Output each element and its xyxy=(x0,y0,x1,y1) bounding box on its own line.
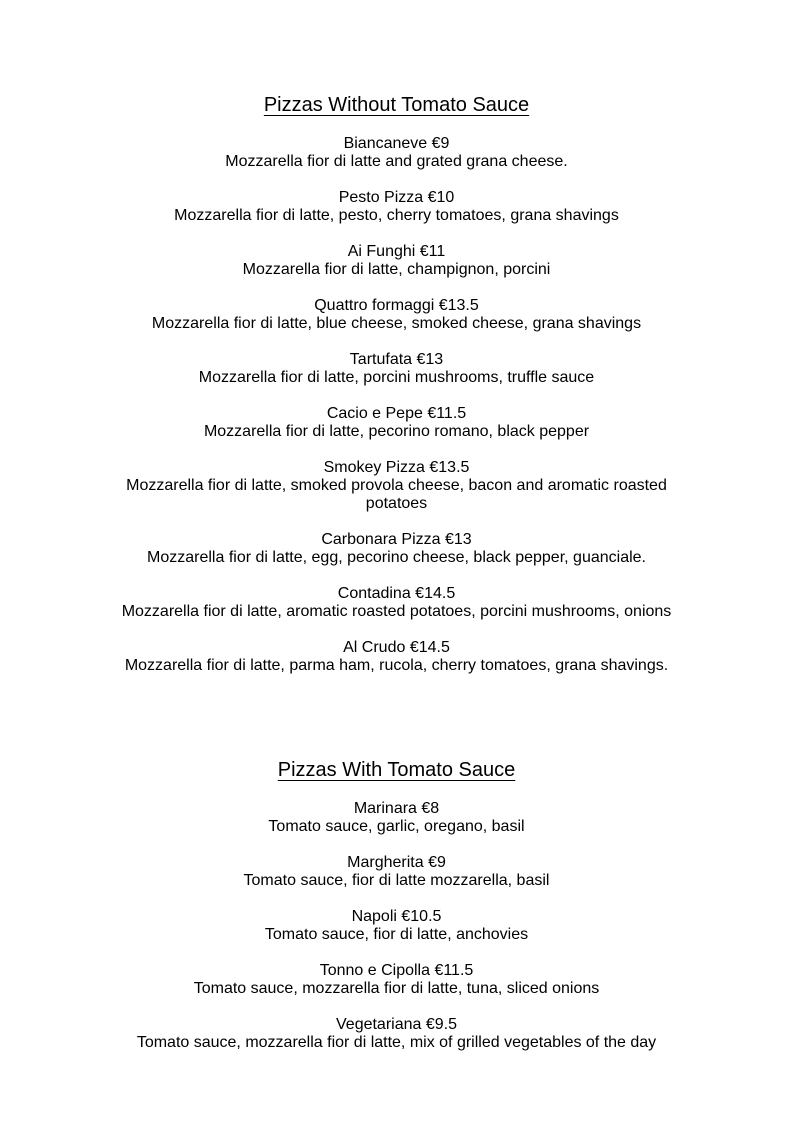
menu-item-name: Smokey Pizza €13.5 xyxy=(323,459,470,476)
menu-item-name: Tartufata €13 xyxy=(349,351,444,368)
menu-item-name: Biancaneve €9 xyxy=(343,135,450,152)
menu-item xyxy=(0,243,793,279)
menu-item xyxy=(0,135,793,171)
menu-item xyxy=(0,297,793,333)
menu-item-name: Carbonara Pizza €13 xyxy=(321,531,472,548)
section-heading-without-tomato xyxy=(0,93,793,117)
menu-item-description: Mozzarella fior di latte, porcini mushrooms, truffle sauce xyxy=(198,369,595,386)
menu-item-name: Contadina €14.5 xyxy=(337,585,456,602)
menu-item xyxy=(0,854,793,890)
menu-item-name: Margherita €9 xyxy=(347,854,446,871)
menu-item-name: Quattro formaggi €13.5 xyxy=(314,297,479,314)
menu-item xyxy=(0,908,793,944)
menu-item-description: Mozzarella fior di latte, smoked provola cheese, bacon and aromatic roasted potatoes xyxy=(126,477,667,512)
menu-item-description: Mozzarella fior di latte, pecorino romano, black pepper xyxy=(203,423,590,440)
menu-item xyxy=(0,351,793,387)
menu-item-description: Tomato sauce, garlic, oregano, basil xyxy=(268,818,525,835)
menu-item-list-without-tomato xyxy=(0,135,793,675)
section-heading-text: Pizzas Without Tomato Sauce xyxy=(263,94,530,116)
menu-item-name: Ai Funghi €11 xyxy=(347,243,446,260)
section-heading-with-tomato xyxy=(0,758,793,782)
menu-item xyxy=(0,585,793,621)
menu-item-description: Mozzarella fior di latte and grated grana cheese. xyxy=(225,153,568,170)
menu-item-description: Mozzarella fior di latte, parma ham, rucola, cherry tomatoes, grana shavings. xyxy=(124,657,669,674)
menu-item xyxy=(0,962,793,998)
menu-item-description: Tomato sauce, fior di latte mozzarella, basil xyxy=(243,872,550,889)
menu-item xyxy=(0,459,793,513)
menu-section-pizzas-with-tomato-sauce xyxy=(0,675,793,1052)
menu-item xyxy=(0,531,793,567)
menu-item-name: Napoli €10.5 xyxy=(351,908,442,925)
menu-item-description: Mozzarella fior di latte, blue cheese, smoked cheese, grana shavings xyxy=(151,315,642,332)
menu-item-name: Tonno e Cipolla €11.5 xyxy=(319,962,474,979)
section-heading-text: Pizzas With Tomato Sauce xyxy=(277,759,516,781)
menu-item xyxy=(0,639,793,675)
menu-item-description: Mozzarella fior di latte, pesto, cherry tomatoes, grana shavings xyxy=(174,207,619,224)
menu-item-description: Tomato sauce, fior di latte, anchovies xyxy=(264,926,529,943)
menu-item-description: Mozzarella fior di latte, egg, pecorino cheese, black pepper, guanciale. xyxy=(147,549,646,566)
menu-item-description: Mozzarella fior di latte, champignon, porcini xyxy=(242,261,551,278)
menu-item-description: Tomato sauce, mozzarella fior di latte, tuna, sliced onions xyxy=(193,980,600,997)
menu-item xyxy=(0,189,793,225)
menu-item xyxy=(0,1016,793,1052)
menu-item xyxy=(0,405,793,441)
menu-item-name: Cacio e Pepe €11.5 xyxy=(326,405,467,422)
menu-item-name: Vegetariana €9.5 xyxy=(336,1016,457,1033)
menu-item-description: Tomato sauce, mozzarella fior di latte, mix of grilled vegetables of the day xyxy=(136,1034,657,1051)
menu-item-name: Pesto Pizza €10 xyxy=(338,189,455,206)
menu-item-list-with-tomato xyxy=(0,800,793,1052)
menu-item-name: Al Crudo €14.5 xyxy=(343,639,450,656)
menu-item-description: Mozzarella fior di latte, aromatic roasted potatoes, porcini mushrooms, onions xyxy=(121,603,672,620)
menu-item-name: Marinara €8 xyxy=(353,800,440,817)
menu-item xyxy=(0,800,793,836)
